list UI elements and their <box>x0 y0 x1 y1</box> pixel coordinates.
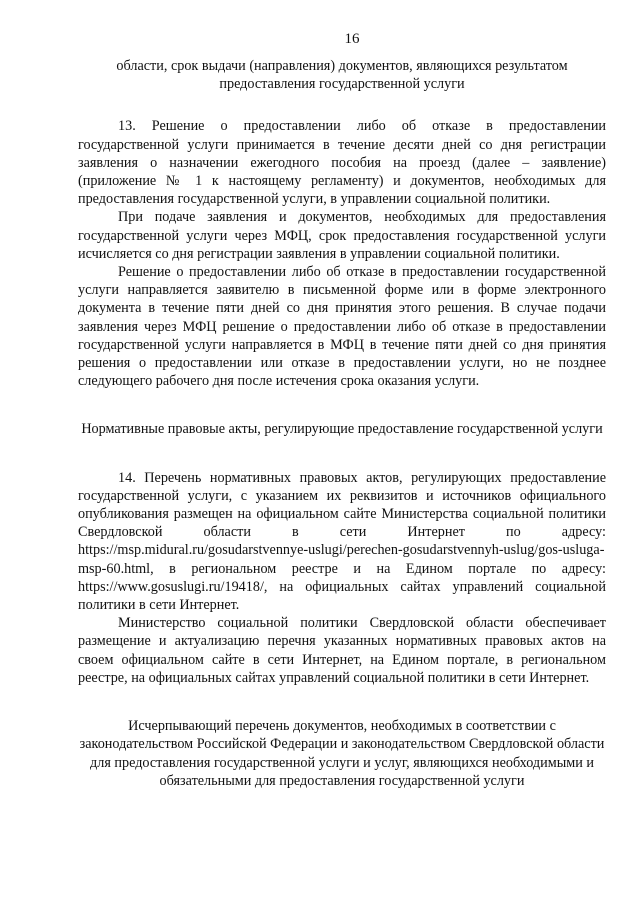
paragraph-13: 13. Решение о предоставлении либо об отказе в предоставлении государственной услуги принимается в течение десяти дней со дня регистрации заявления о назначении ежегодного пособия на проезд (далее – заявление) (приложение № 1 к настоящему регламенту) и документов, необходимых для предоставления государственной услуги, в управлении социальной политики. <box>78 118 606 208</box>
section-heading-legal-acts: Нормативные правовые акты, регулирующие предоставление государственной услуги <box>81 421 603 438</box>
paragraph-14: 14. Перечень нормативных правовых актов, регулирующих предоставление государственной услуги, с указанием их реквизитов и источников официального опубликования размещен на официальном сайте Министерства социальной политики Свердловской области в сети Интернет по адресу: https://msp.midural.ru/gosudarstvennye-uslugi/perechen-gosudarstvennyh-uslug/gos-usluga-msp-60.html, в региональном реестре и на Едином портале по адресу: https://www.gosuslugi.ru/19418/, на официальных сайтах управлений социальной политики в сети Интернет. <box>78 469 606 614</box>
paragraph-ministry-publication: Министерство социальной политики Свердловской области обеспечивает размещение и актуализацию перечня указанных нормативных правовых актов на своем официальном сайте в сети Интернет, на Едином портале, в региональном реестре, на официальных сайтах управлений социальной политики в сети Интернет. <box>78 615 606 686</box>
paragraph-decision-delivery: Решение о предоставлении либо об отказе в предоставлении государственной услуги направляется заявителю в письменной форме или в форме электронного документа в течение пяти дней со дня принятия этого решения. В случае подачи заявления через МФЦ решение о предоставлении либо об отказе в предоставлении государственной услуги направляется в МФЦ в течение пяти дней со дня принятия решения о предоставлении или отказе в предоставлении услуги, но не позднее следующего рабочего дня после истечения срока оказания услуги. <box>78 264 606 390</box>
section-heading-deadlines: области, срок выдачи (направления) документов, являющихся результатом предоставления государственной услуги <box>116 58 568 93</box>
section-heading-documents-list: Исчерпывающий перечень документов, необходимых в соответствии с законодательством Российской Федерации и законодательством Свердловской области для предоставления государственной услуги и услуг, являющихся необходимыми и обязательными для предоставления государственной услуги <box>79 718 605 789</box>
paragraph-mfc-term: При подаче заявления и документов, необходимых для предоставления государственной услуги через МФЦ, срок предоставления государственной услуги исчисляется со дня регистрации заявления в управлении социальной политики. <box>78 209 606 262</box>
page-number: 16 <box>344 31 360 47</box>
